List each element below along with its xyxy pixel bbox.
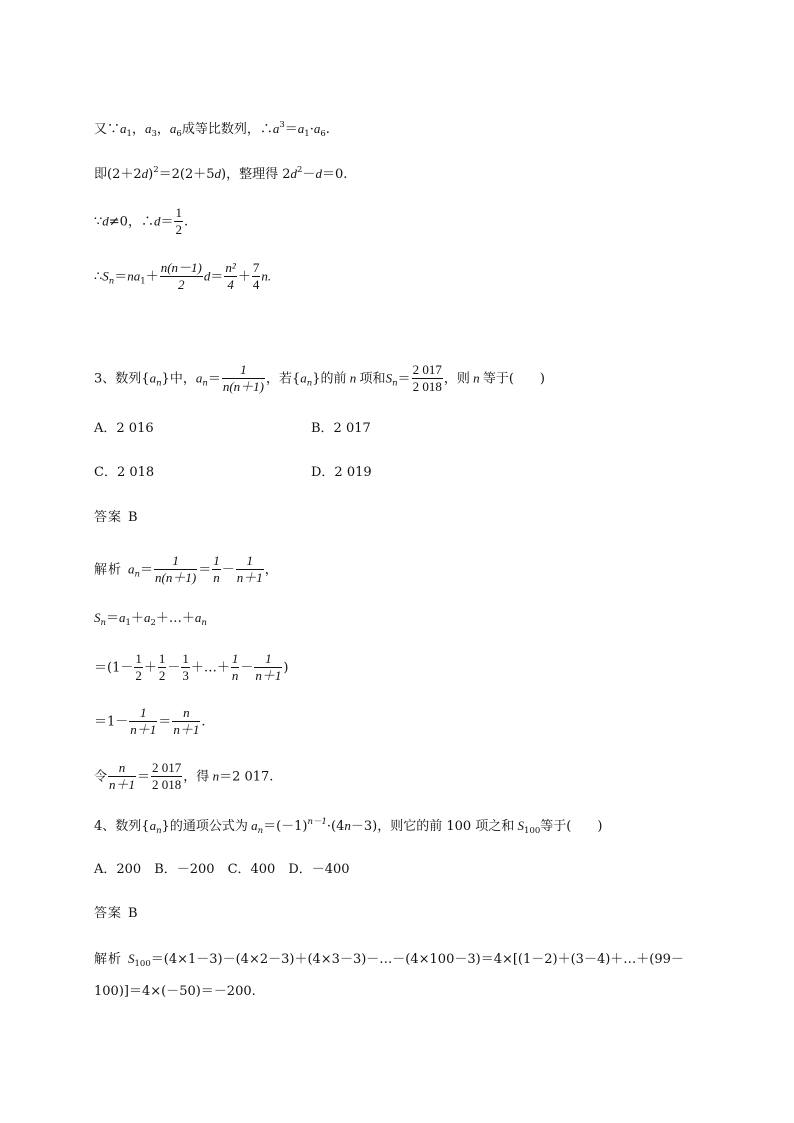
answer-line-3: 答案 B xyxy=(94,510,138,525)
option-a[interactable]: A．2 016 xyxy=(94,421,154,436)
fraction: $\frac{1}{2}$ xyxy=(158,651,166,684)
fraction-2017-over-2018: $\frac{2 017}{2 018}$ xyxy=(412,362,442,395)
option-b[interactable]: B．2 017 xyxy=(311,421,371,436)
fraction: $\frac{1}{3}$ xyxy=(182,651,189,684)
answer-value: B xyxy=(128,906,138,921)
question-number: 4、 xyxy=(94,819,116,834)
question-number: 3、 xyxy=(94,371,116,387)
answer-line-4: 答案 B xyxy=(94,906,138,921)
question-4: 4、数列$\{a_n\}$的通项公式为 $a_n=(-1)^{n-1}\cdot(4n-3)$，则它的前 100 项之和 $S_{100}$等于( ) xyxy=(94,817,603,836)
fraction-nn1-over-2: $\frac{n(n-1)}{2}$ xyxy=(160,260,202,293)
option-d[interactable]: D．2 019 xyxy=(311,465,372,480)
solution-line-2: 即$(2+2d)^2=2(2+5d)$，整理得 $2d^2-d=0$. xyxy=(94,165,348,182)
analysis-line-2: $S_n=a_1+a_2+\dots+a_n$ xyxy=(94,610,207,628)
fraction: $\frac{1}{n+1}$ xyxy=(255,651,282,684)
fraction-7-over-4: $\frac{7}{4}$ xyxy=(252,260,260,293)
q4-analysis-line-2: 100)]＝4×(－50)＝－200. xyxy=(94,984,256,999)
analysis-line-4: ＝1－ $\frac{1}{n+1}$ ＝ $\frac{n}{n+1}$ . xyxy=(94,705,206,738)
fraction: $\frac{1}{n}$ xyxy=(213,553,220,586)
fraction: $\frac{1}{n+1}$ xyxy=(130,705,157,738)
fraction: $\frac{n}{n+1}$ xyxy=(109,760,136,793)
q4-options[interactable]: A．200 B．－200 C．400 D．－400 xyxy=(94,862,350,877)
analysis-line-5: 令 $\frac{n}{n+1}$ ＝ $\frac{2 017}{2 018}$ ，得 n＝2 017. xyxy=(94,760,274,793)
fraction: $\frac{1}{n(n+1)}$ xyxy=(155,553,197,586)
solution-line-4: $\therefore S_n=na_1+$ $\frac{n(n-1)}{2}$ d＝ $\frac{\text{n²}}{4}$ ＋ $\frac{7}{4}$ n. xyxy=(94,260,272,293)
fraction: $\frac{2 017}{2 018}$ xyxy=(152,760,182,793)
fraction: $\frac{1}{n}$ xyxy=(231,651,239,684)
question-3: 3、数列$\{a_n\}$中，$a_n=$ $\frac{1}{n(n+1)}$ ，若$\{a_n\}$的前 n 项和$S_n=$ $\frac{2 017}{2 018}$ ，则 n 等于( ) xyxy=(94,362,545,395)
analysis-line-1: 解析 $a_n=$ $\frac{1}{n(n+1)}$ ＝ $\frac{1}{n}$ － $\frac{1}{n+1}$ ， xyxy=(94,553,278,586)
q4-analysis-line-1: 解析 $S_{100}=(4\times 1-3)-(4\times 2-3)+(4\times 3-3)-\dots-(4\times 100-3)=4\times[(1-2)+(3-4)+\dots+(99-$ xyxy=(94,951,684,969)
fraction: $\frac{1}{2}$ xyxy=(135,651,142,684)
fraction-1-over-nn1: $\frac{1}{n(n+1)}$ xyxy=(222,362,264,395)
fraction-n2-over-4: $\frac{\text{n²}}{4}$ xyxy=(225,260,236,293)
solution-line-3: ∵d≠0，∴d＝ $\frac{1}{2}$ . xyxy=(94,205,189,238)
fraction-half: $\frac{1}{2}$ xyxy=(175,205,182,238)
fraction: $\frac{1}{n+1}$ xyxy=(236,553,263,586)
option-c[interactable]: C．2 018 xyxy=(94,465,155,480)
answer-value: B xyxy=(128,510,138,525)
analysis-line-3: ＝(1－ $\frac{1}{2}$ ＋ $\frac{1}{2}$ － $\frac{1}{3}$ ＋…＋ $\frac{1}{n}$ － $\frac{1}{n+1}$ ) xyxy=(94,651,289,684)
solution-line-1: 又$\because a_1$，$a_3$，$a_6$成等比数列，$\therefore a^3=a_1\cdot a_6$. xyxy=(94,120,330,139)
fraction: $\frac{n}{n+1}$ xyxy=(173,705,200,738)
